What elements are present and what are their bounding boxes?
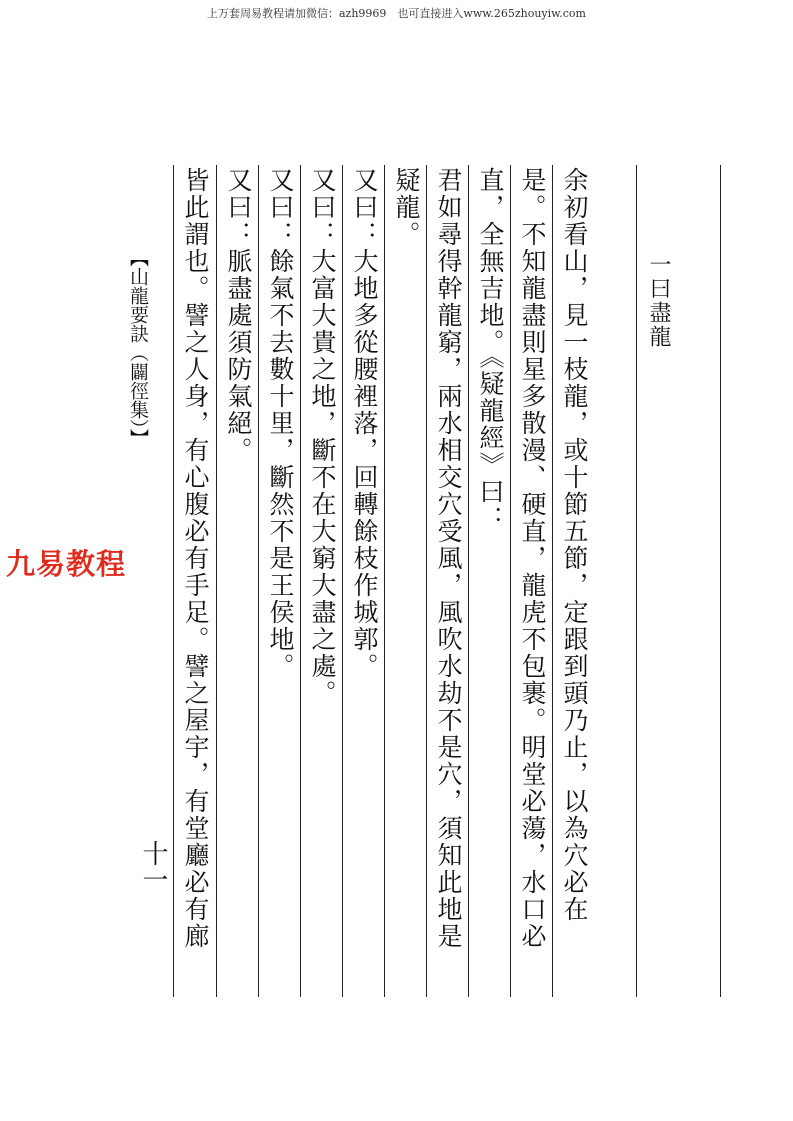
text-column bbox=[216, 165, 259, 997]
text-column bbox=[510, 165, 553, 997]
text-column bbox=[342, 165, 385, 997]
column-text: 又曰：餘氣不去數十里，斷然不是王侯地。 bbox=[266, 167, 295, 680]
text-column bbox=[636, 165, 679, 997]
column-text: 是。不知龍盡則星多散漫、硬直，龍虎不包裹。明堂必蕩，水口必 bbox=[518, 167, 547, 950]
column-text: 皆此謂也。譬之人身，有心腹必有手足。譬之屋宇，有堂廳必有廊 bbox=[181, 167, 210, 950]
text-column bbox=[552, 165, 595, 997]
text-frame bbox=[173, 165, 721, 997]
book-title: 【山龍要訣（闢徑集）】 bbox=[127, 248, 149, 448]
text-column bbox=[468, 165, 511, 997]
section-title: 一曰盡龍 bbox=[646, 253, 671, 349]
page-number: 十一 bbox=[138, 840, 168, 892]
watermark: 九易教程 bbox=[6, 547, 127, 581]
column-text: 又曰：大富大貴之地，斷不在大窮大盡之處。 bbox=[308, 167, 337, 707]
text-column bbox=[300, 165, 343, 997]
top-header-line: 上万套周易教程请加微信：azh9969 也可直接进入www.265zhouyiw.com bbox=[206, 7, 586, 20]
text-column bbox=[384, 165, 427, 997]
column-text: 又曰：脈盡處須防氣絕。 bbox=[224, 167, 253, 464]
column-text: 又曰：大地多從腰裡落，回轉餘枝作城郭。 bbox=[350, 167, 379, 680]
column-text: 疑龍。 bbox=[392, 167, 421, 248]
column-text: 余初看山，見一枝龍，或十節五節，定跟到頭乃止，以為穴必在 bbox=[560, 167, 589, 923]
column-text: 君如尋得幹龍窮，兩水相交穴受風，風吹水劫不是穴，須知此地是 bbox=[434, 167, 463, 950]
text-column bbox=[258, 165, 301, 997]
text-column bbox=[426, 165, 469, 997]
column-text: 直，全無吉地。《疑龍經》曰： bbox=[476, 167, 505, 533]
text-column bbox=[174, 165, 216, 997]
